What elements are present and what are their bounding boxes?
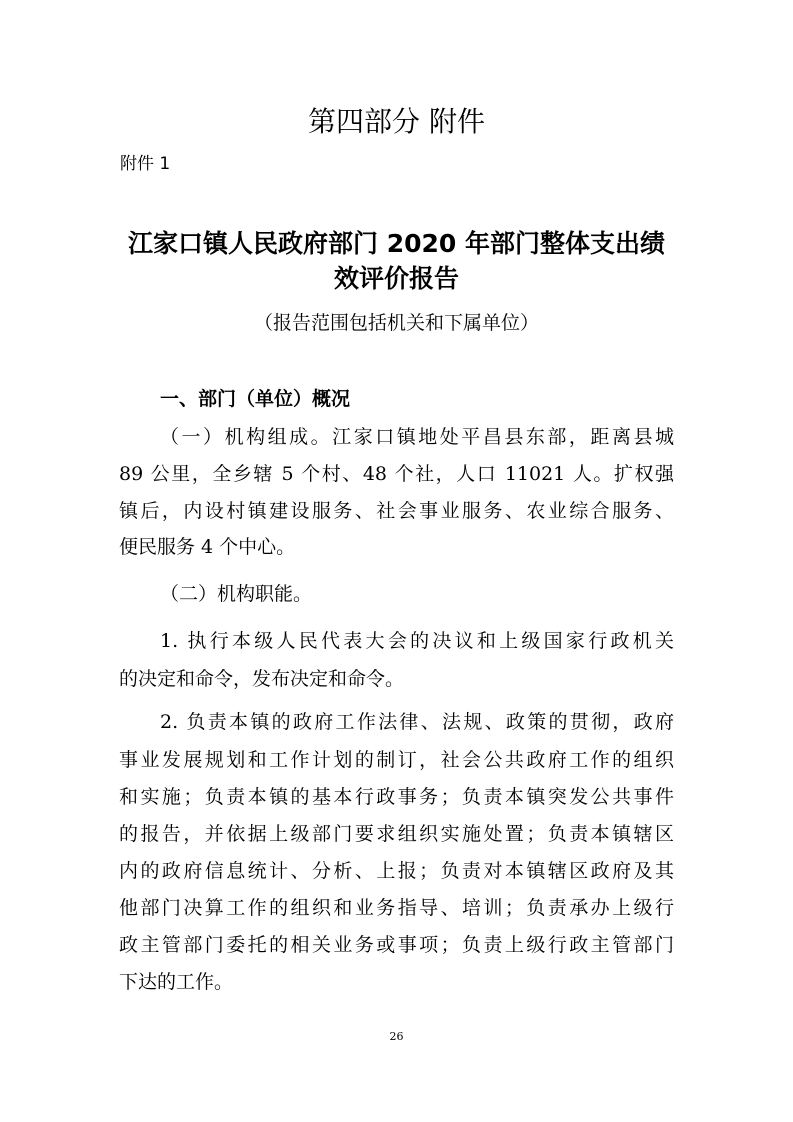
paragraph-line: 89 公里，全乡辖 5 个村、48 个社，人口 11021 人。扩权强	[119, 463, 674, 485]
paragraph-line: 镇后，内设村镇建设服务、社会事业服务、农业综合服务、	[119, 500, 674, 522]
paragraph-line: 便民服务 4 个中心。	[119, 536, 296, 558]
report-subtitle: （报告范围包括机关和下属单位）	[253, 312, 539, 334]
paragraph-line: 内的政府信息统计、分析、上报；负责对本镇辖区政府及其	[119, 860, 674, 882]
paragraph-line: 他部门决算工作的组织和业务指导、培训；负责承办上级行	[119, 897, 674, 919]
paragraph-line: 下达的工作。	[119, 971, 234, 993]
paragraph-line: 的报告，并依据上级部门要求组织实施处置；负责本镇辖区	[119, 823, 674, 845]
paragraph-line: 事业发展规划和工作计划的制订，社会公共政府工作的组织	[119, 749, 674, 771]
section-heading: 一、部门（单位）概况	[160, 388, 351, 410]
report-title-line-1: 江家口镇人民政府部门 2020 年部门整体支出绩	[128, 229, 665, 258]
attachment-label: 附件 1	[120, 154, 171, 174]
paragraph-line: 1. 执行本级人民代表大会的决议和上级国家行政机关	[160, 630, 674, 652]
paragraph-line: 政主管部门委托的相关业务或事项；负责上级行政主管部门	[119, 934, 674, 956]
paragraph-line: 和实施；负责本镇的基本行政事务；负责本镇突发公共事件	[119, 786, 674, 808]
paragraph-line: 的决定和命令，发布决定和命令。	[119, 668, 405, 690]
part-title: 第四部分 附件	[308, 105, 485, 138]
paragraph-line: 2. 负责本镇的政府工作法律、法规、政策的贯彻，政府	[160, 711, 674, 733]
report-title-line-2: 效评价报告	[333, 264, 459, 293]
paragraph-line: （二）机构职能。	[160, 583, 313, 605]
paragraph-line: （一）机构组成。江家口镇地处平昌县东部，距离县城	[160, 426, 674, 448]
page-number: 26	[389, 1030, 404, 1043]
